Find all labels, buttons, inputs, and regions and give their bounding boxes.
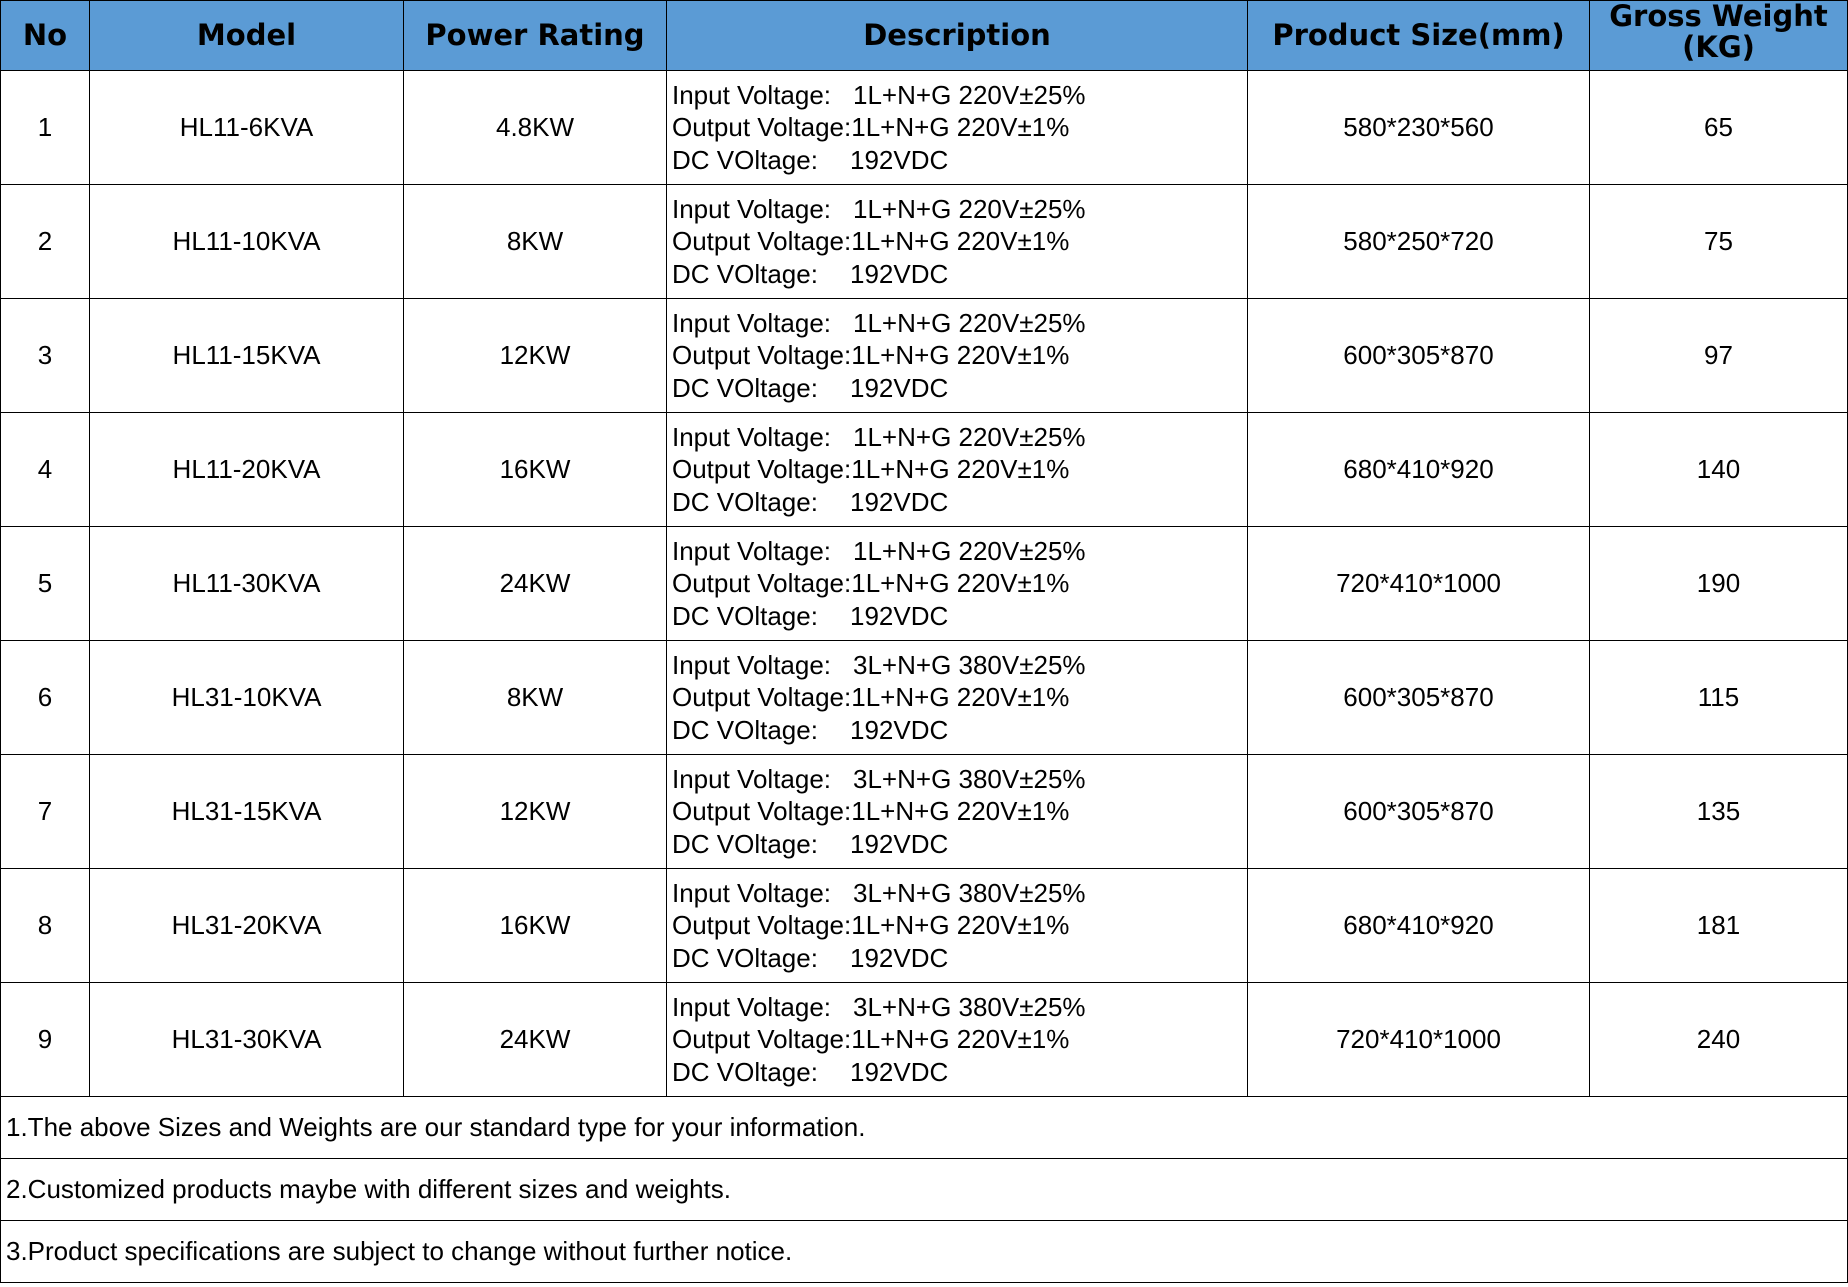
cell-model: HL31-20KVA — [90, 869, 404, 983]
description-output-label: Output Voltage: — [672, 226, 852, 257]
description-output-value: 1L+N+G 220V±1% — [851, 112, 1070, 143]
description-input-value: 1L+N+G 220V±25% — [853, 79, 1086, 110]
cell-model: HL11-20KVA — [90, 413, 404, 527]
cell-power-rating: 12KW — [404, 299, 667, 413]
description-dc-line — [672, 942, 1247, 975]
description-dc-label: DC VOltage: — [672, 144, 818, 175]
cell-model: HL31-15KVA — [90, 755, 404, 869]
cell-no: 9 — [1, 983, 90, 1097]
cell-power-rating: 8KW — [404, 185, 667, 299]
cell-description — [667, 641, 1248, 755]
description-output-label: Output Voltage: — [672, 568, 852, 599]
table-row — [1, 869, 1848, 983]
cell-description — [667, 299, 1248, 413]
description-dc-value: 192VDC — [850, 258, 949, 289]
description-dc-label: DC VOltage: — [672, 942, 818, 973]
cell-description — [667, 527, 1248, 641]
cell-no: 6 — [1, 641, 90, 755]
description-input-line — [672, 877, 1247, 910]
description-output-label: Output Voltage: — [672, 454, 852, 485]
description-input-label: Input Voltage: — [672, 649, 832, 680]
note-text: 3.Product specifications are subject to change without further notice. — [1, 1221, 1848, 1283]
description-dc-line — [672, 258, 1247, 291]
cell-product-size: 680*410*920 — [1248, 869, 1590, 983]
description-input-line — [672, 649, 1247, 682]
header-model: Model — [90, 1, 404, 71]
description-output-line — [672, 225, 1247, 258]
cell-gross-weight: 135 — [1590, 755, 1848, 869]
cell-description — [667, 71, 1248, 185]
cell-no: 8 — [1, 869, 90, 983]
cell-model: HL11-10KVA — [90, 185, 404, 299]
note-row — [1, 1159, 1848, 1221]
table-row — [1, 413, 1848, 527]
table-row — [1, 185, 1848, 299]
cell-gross-weight: 115 — [1590, 641, 1848, 755]
header-row — [1, 1, 1848, 71]
description-input-label: Input Voltage: — [672, 421, 832, 452]
cell-description — [667, 413, 1248, 527]
header-power-rating: Power Rating — [404, 1, 667, 71]
header-product-size: Product Size(mm) — [1248, 1, 1590, 71]
cell-model: HL11-6KVA — [90, 71, 404, 185]
cell-model: HL11-15KVA — [90, 299, 404, 413]
description-input-line — [672, 79, 1247, 112]
cell-product-size: 580*230*560 — [1248, 71, 1590, 185]
description-output-line — [672, 795, 1247, 828]
cell-model: HL31-10KVA — [90, 641, 404, 755]
description-dc-value: 192VDC — [850, 1056, 949, 1087]
description-dc-line — [672, 714, 1247, 747]
description-dc-value: 192VDC — [850, 486, 949, 517]
table-row — [1, 299, 1848, 413]
header-no: No — [1, 1, 90, 71]
description-output-value: 1L+N+G 220V±1% — [851, 682, 1070, 713]
cell-power-rating: 4.8KW — [404, 71, 667, 185]
cell-no: 7 — [1, 755, 90, 869]
cell-model: HL31-30KVA — [90, 983, 404, 1097]
cell-product-size: 720*410*1000 — [1248, 527, 1590, 641]
cell-product-size: 720*410*1000 — [1248, 983, 1590, 1097]
cell-power-rating: 24KW — [404, 527, 667, 641]
cell-gross-weight: 240 — [1590, 983, 1848, 1097]
cell-gross-weight: 65 — [1590, 71, 1848, 185]
description-dc-value: 192VDC — [850, 600, 949, 631]
description-output-label: Output Voltage: — [672, 796, 852, 827]
description-input-line — [672, 763, 1247, 796]
table-row — [1, 641, 1848, 755]
table-row — [1, 983, 1848, 1097]
description-output-value: 1L+N+G 220V±1% — [851, 796, 1070, 827]
note-text: 1.The above Sizes and Weights are our standard type for your information. — [1, 1097, 1848, 1159]
cell-power-rating: 16KW — [404, 869, 667, 983]
description-input-label: Input Voltage: — [672, 991, 832, 1022]
header-gross-weight: Gross Weight (KG) — [1590, 1, 1848, 71]
cell-power-rating: 24KW — [404, 983, 667, 1097]
cell-power-rating: 8KW — [404, 641, 667, 755]
cell-gross-weight: 75 — [1590, 185, 1848, 299]
cell-no: 3 — [1, 299, 90, 413]
description-dc-label: DC VOltage: — [672, 714, 818, 745]
description-output-label: Output Voltage: — [672, 682, 852, 713]
cell-gross-weight: 181 — [1590, 869, 1848, 983]
description-output-line — [672, 1023, 1247, 1056]
table-body — [1, 71, 1848, 1283]
description-output-value: 1L+N+G 220V±1% — [851, 910, 1070, 941]
note-row — [1, 1221, 1848, 1283]
cell-power-rating: 12KW — [404, 755, 667, 869]
description-output-label: Output Voltage: — [672, 112, 852, 143]
description-dc-line — [672, 486, 1247, 519]
description-dc-label: DC VOltage: — [672, 600, 818, 631]
description-input-value: 3L+N+G 380V±25% — [853, 763, 1086, 794]
cell-product-size: 600*305*870 — [1248, 641, 1590, 755]
description-dc-label: DC VOltage: — [672, 372, 818, 403]
description-input-value: 1L+N+G 220V±25% — [853, 193, 1086, 224]
description-output-line — [672, 567, 1247, 600]
cell-no: 1 — [1, 71, 90, 185]
description-dc-label: DC VOltage: — [672, 1056, 818, 1087]
header-description: Description — [667, 1, 1248, 71]
cell-description — [667, 869, 1248, 983]
description-input-value: 3L+N+G 380V±25% — [853, 649, 1086, 680]
description-output-line — [672, 909, 1247, 942]
description-output-line — [672, 339, 1247, 372]
note-text: 2.Customized products maybe with different sizes and weights. — [1, 1159, 1848, 1221]
cell-product-size: 600*305*870 — [1248, 755, 1590, 869]
description-input-value: 3L+N+G 380V±25% — [853, 991, 1086, 1022]
cell-gross-weight: 190 — [1590, 527, 1848, 641]
description-input-label: Input Voltage: — [672, 535, 832, 566]
description-output-label: Output Voltage: — [672, 340, 852, 371]
cell-model: HL11-30KVA — [90, 527, 404, 641]
table-row — [1, 71, 1848, 185]
description-input-value: 3L+N+G 380V±25% — [853, 877, 1086, 908]
description-dc-line — [672, 1056, 1247, 1089]
description-input-label: Input Voltage: — [672, 877, 832, 908]
description-dc-label: DC VOltage: — [672, 828, 818, 859]
description-output-value: 1L+N+G 220V±1% — [851, 1024, 1070, 1055]
description-input-value: 1L+N+G 220V±25% — [853, 535, 1086, 566]
description-input-line — [672, 991, 1247, 1024]
description-output-line — [672, 681, 1247, 714]
cell-no: 2 — [1, 185, 90, 299]
description-dc-label: DC VOltage: — [672, 258, 818, 289]
cell-product-size: 600*305*870 — [1248, 299, 1590, 413]
description-input-line — [672, 421, 1247, 454]
description-output-line — [672, 111, 1247, 144]
cell-gross-weight: 140 — [1590, 413, 1848, 527]
description-input-label: Input Voltage: — [672, 193, 832, 224]
description-output-line — [672, 453, 1247, 486]
description-input-value: 1L+N+G 220V±25% — [853, 307, 1086, 338]
table-row — [1, 527, 1848, 641]
cell-description — [667, 185, 1248, 299]
cell-product-size: 680*410*920 — [1248, 413, 1590, 527]
description-output-value: 1L+N+G 220V±1% — [851, 568, 1070, 599]
description-output-label: Output Voltage: — [672, 910, 852, 941]
description-input-line — [672, 307, 1247, 340]
description-dc-value: 192VDC — [850, 714, 949, 745]
description-input-line — [672, 535, 1247, 568]
description-dc-value: 192VDC — [850, 828, 949, 859]
description-dc-value: 192VDC — [850, 144, 949, 175]
description-dc-line — [672, 144, 1247, 177]
cell-description — [667, 983, 1248, 1097]
description-dc-line — [672, 600, 1247, 633]
cell-power-rating: 16KW — [404, 413, 667, 527]
description-dc-value: 192VDC — [850, 942, 949, 973]
cell-gross-weight: 97 — [1590, 299, 1848, 413]
cell-no: 4 — [1, 413, 90, 527]
description-input-label: Input Voltage: — [672, 307, 832, 338]
table-row — [1, 755, 1848, 869]
cell-product-size: 580*250*720 — [1248, 185, 1590, 299]
description-input-label: Input Voltage: — [672, 763, 832, 794]
description-dc-value: 192VDC — [850, 372, 949, 403]
description-dc-line — [672, 828, 1247, 861]
description-output-label: Output Voltage: — [672, 1024, 852, 1055]
cell-description — [667, 755, 1248, 869]
description-output-value: 1L+N+G 220V±1% — [851, 340, 1070, 371]
description-input-line — [672, 193, 1247, 226]
note-row — [1, 1097, 1848, 1159]
description-input-label: Input Voltage: — [672, 79, 832, 110]
description-output-value: 1L+N+G 220V±1% — [851, 226, 1070, 257]
description-input-value: 1L+N+G 220V±25% — [853, 421, 1086, 452]
cell-no: 5 — [1, 527, 90, 641]
description-dc-label: DC VOltage: — [672, 486, 818, 517]
description-output-value: 1L+N+G 220V±1% — [851, 454, 1070, 485]
description-dc-line — [672, 372, 1247, 405]
